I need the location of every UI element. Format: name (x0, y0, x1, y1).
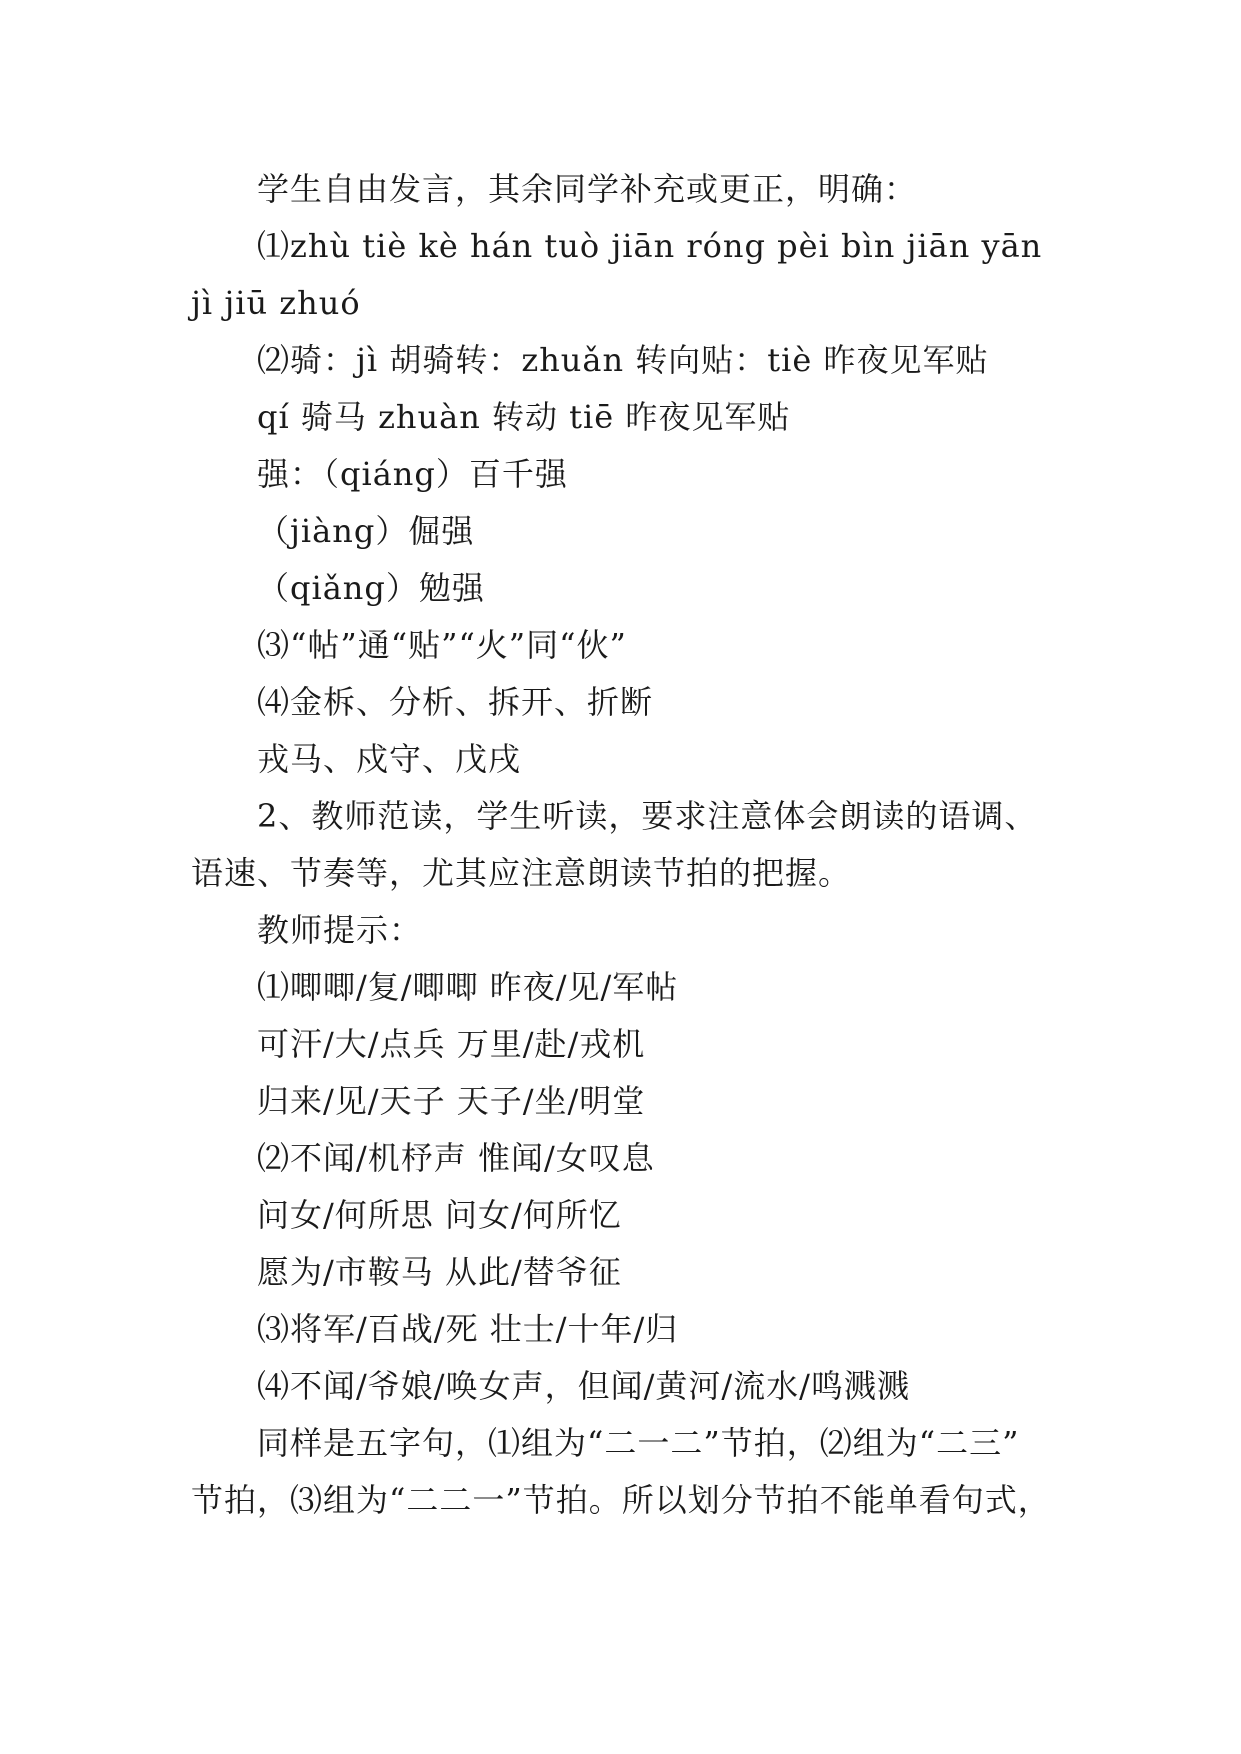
text-line: ⑶“帖”通“贴”“火”同“伙” (257, 626, 627, 664)
text-line: 语速、节奏等，尤其应注意朗读节拍的把握。 (191, 854, 852, 892)
text-line: 学生自由发言，其余同学补充或更正，明确： (257, 170, 918, 208)
text-line: 愿为/市鞍马 从此/替爷征 (257, 1253, 622, 1291)
text-line: 可汗/大/点兵 万里/赴/戎机 (257, 1025, 646, 1063)
text-line: qí 骑马 zhuàn 转动 tiē 昨夜见军贴 (257, 398, 791, 436)
text-line: ⑵不闻/机杼声 惟闻/女叹息 (257, 1139, 655, 1177)
text-line: 强：（qiáng）百千强 (257, 455, 568, 493)
text-line: 2、教师范读，学生听读，要求注意体会朗读的语调、 (257, 797, 1038, 835)
text-line: ⑶将军/百战/死 壮士/十年/归 (257, 1310, 679, 1348)
text-line: 问女/何所思 问女/何所忆 (257, 1196, 622, 1234)
text-line: ⑷金柝、分析、拆开、折断 (257, 683, 654, 721)
text-line: ⑷不闻/爷娘/唤女声，但闻/黄河/流水/鸣溅溅 (257, 1367, 910, 1405)
text-line: 戎马、戍守、戊戌 (257, 740, 522, 778)
text-line: （jiàng）倔强 (257, 512, 475, 550)
text-line: jì jiū zhuó (191, 284, 361, 322)
text-line: ⑴zhù tiè kè hán tuò jiān róng pèi bìn jiān yān (257, 227, 1043, 265)
text-line: 归来/见/天子 天子/坐/明堂 (257, 1082, 646, 1120)
text-line: 节拍，⑶组为“二二一”节拍。所以划分节拍不能单看句式， (191, 1481, 1051, 1519)
text-line: ⑴唧唧/复/唧唧 昨夜/见/军帖 (257, 968, 679, 1006)
text-line: ⑵骑：jì 胡骑转：zhuǎn 转向贴：tiè 昨夜见军贴 (257, 341, 989, 379)
text-line: 教师提示： (257, 911, 423, 949)
text-line: （qiǎng）勉强 (257, 569, 485, 607)
text-line: 同样是五字句，⑴组为“二一二”节拍，⑵组为“二三” (257, 1424, 1020, 1462)
